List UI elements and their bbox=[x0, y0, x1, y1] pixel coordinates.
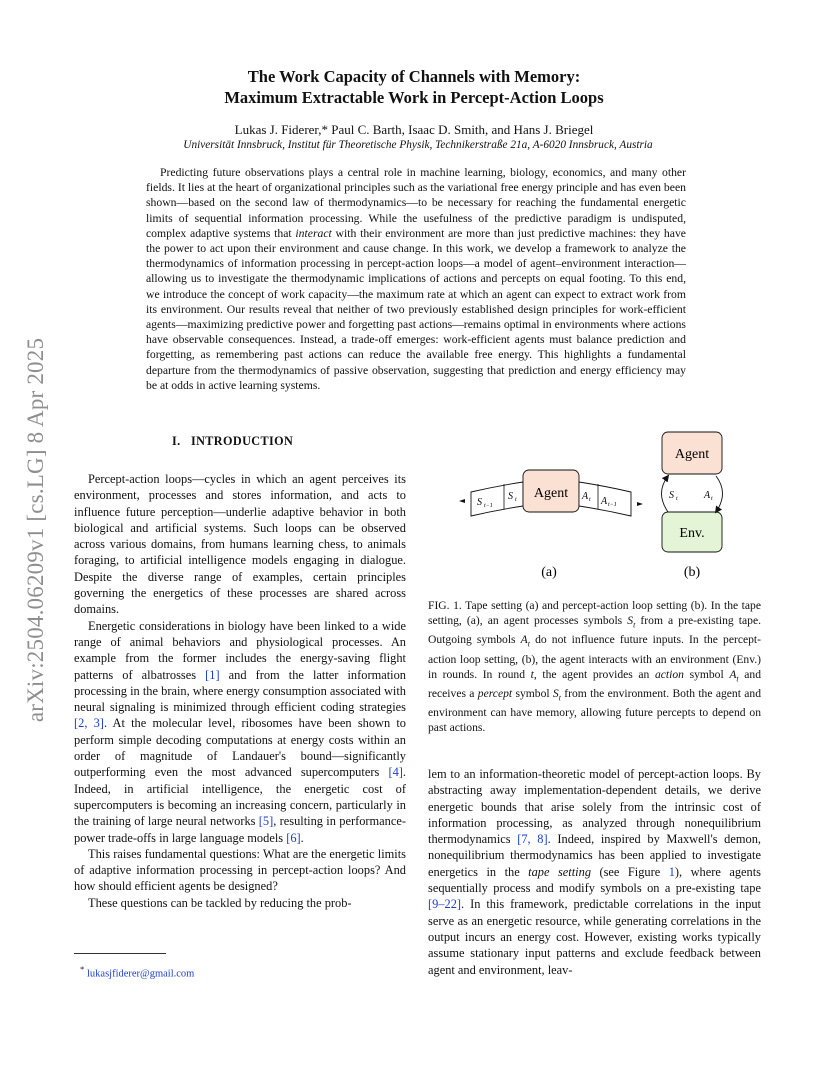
caption-text: from the environment. Both the agent and environment can have memory, allowing future percepts to depend on past actions. bbox=[428, 686, 761, 735]
citation-link[interactable]: [1] bbox=[205, 667, 220, 682]
tape-symbol-s: S bbox=[508, 491, 513, 502]
figure-label-b: (b) bbox=[683, 565, 701, 580]
tape-symbol-s-prev: S bbox=[477, 497, 482, 508]
footnote bbox=[80, 964, 194, 980]
tape-right-arrow bbox=[637, 502, 643, 506]
body-text: . Indeed, in artificial intelligence, the energetic cost of supercomputers is becoming an increasing concern, particularly in the training of large neural networks bbox=[74, 765, 406, 829]
caption-math: $S_t$ bbox=[552, 686, 561, 703]
tape-symbol-a: A bbox=[582, 491, 589, 502]
abstract bbox=[146, 165, 686, 393]
svg-text:t−1: t−1 bbox=[608, 502, 617, 508]
paragraph: This raises fundamental questions: What are the energetic limits of adaptive information processing in percept-action loops? And how should efficient agents be designed? bbox=[74, 846, 406, 894]
svg-text:t: t bbox=[515, 497, 517, 503]
caption-text: do not influence future inputs. In the percept-action loop setting, (b), the agent interacts with an environment (Env.) in rounds. In round bbox=[428, 633, 762, 681]
svg-text:t: t bbox=[711, 496, 713, 502]
caption-math: $A_t$ bbox=[520, 633, 530, 649]
citation-link[interactable]: [6] bbox=[286, 830, 301, 845]
caption-text: and receives a bbox=[428, 667, 762, 700]
caption-text: FIG. 1. Tape setting (a) and percept-action loop setting (b). In the tape setting, (a), an agent processes symbols bbox=[428, 599, 761, 627]
figure-diagram bbox=[455, 426, 755, 586]
body-text: ), where agents sequentially process and modify symbols on a pre-existing tape bbox=[428, 864, 761, 896]
caption-math: $S_t$ bbox=[627, 614, 636, 630]
author-list: Lukas J. Fiderer,* Paul C. Barth, Isaac D. Smith, and Hans J. Briegel bbox=[234, 122, 594, 137]
title-line-1: The Work Capacity of Channels with Memory: bbox=[247, 67, 581, 86]
action-symbol: A bbox=[704, 490, 711, 501]
body-text: . bbox=[300, 830, 304, 845]
caption-math: t bbox=[530, 667, 534, 681]
svg-text:t: t bbox=[589, 497, 591, 503]
body-text: , resulting in performance-power trade-offs in large language models bbox=[74, 814, 406, 845]
citation-link[interactable]: [7, 8] bbox=[517, 832, 548, 847]
footnote-mark: * bbox=[80, 964, 85, 974]
citation-link[interactable]: [4] bbox=[388, 765, 403, 780]
percept-arrow bbox=[662, 476, 669, 512]
svg-text:t−1: t−1 bbox=[484, 503, 493, 509]
body-text: . At the molecular level, ribosomes have been shown to perform simple decoding computations at energy costs within an order of magnitude of Landauer's bound—significantly outperforming even the most advanced supercomputers bbox=[74, 716, 406, 780]
section-heading bbox=[172, 434, 293, 449]
paper-title bbox=[0, 66, 828, 108]
caption-text: symbol bbox=[683, 667, 730, 681]
figure-link[interactable]: 1 bbox=[668, 864, 675, 879]
section-number: I. bbox=[172, 434, 181, 448]
tape-left-arrow bbox=[459, 499, 465, 503]
environment-label: Env. bbox=[679, 526, 705, 541]
section-title: INTRODUCTION bbox=[190, 434, 294, 448]
percept-action-loop-diagram bbox=[662, 432, 723, 580]
right-column bbox=[428, 766, 761, 978]
tape-symbol-a-prev: A bbox=[601, 496, 608, 507]
body-text: Energetic considerations in biology have been linked to a wide range of animal behaviors and physiological processes. An example from the former includes the energy-saving flight patterns of albatrosses bbox=[74, 618, 406, 682]
caption-text: from a pre-existing tape. Outgoing symbols bbox=[428, 614, 761, 647]
figure-1-caption bbox=[428, 598, 761, 735]
abstract-text-2: with their environment are more than just predictive machines: they have the power to act upon their environment and cause change. In this work, we develop a framework to analyze the thermodynamics of information processing in percept-action loops—a model of agent–environment interaction—allowing us to investigate the thermodynamic implications of actions and percepts on equal footing. To this end, we introduce the concept of work capacity—the maximum rate at which an agent can expect to extract work from its environment. Our results reveal that neither of two previously established design principles for work-efficient agents—maximizing predictive power and forgetting past actions—remains optimal in environments where actions have observable consequences. Instead, a trade-off emerges: work-efficient agents must balance prediction and forgetting, as remembering past actions can reduce the available free energy. This highlights a fundamental departure from the thermodynamics of passive observation, suggesting that prediction and energy efficiency may be at odds in active learning systems. bbox=[146, 226, 686, 392]
body-emphasis: tape setting bbox=[528, 864, 592, 879]
body-text: . In this framework, predictable correlations in the input serve as an energetic resource, while generating correlations in the output incurs an energy cost. However, existing works typically assume stationary input patterns and exclude feedback between agent and environment, leav- bbox=[428, 897, 761, 977]
body-text: lem to an information-theoretic model of percept-action loops. By abstracting away implementation-dependent details, we derive energetic bounds that arise solely from the intrinsic cost of information processing, as analyzed through nonequilibrium thermodynamics bbox=[428, 767, 761, 847]
citation-link[interactable]: [5] bbox=[258, 814, 274, 829]
body-text: and from the latter information processing in the brain, where energy consumption associated with neural signaling is minimized through efficient coding strategies bbox=[74, 667, 406, 715]
left-column bbox=[74, 471, 406, 911]
action-arrow bbox=[716, 476, 723, 512]
caption-emphasis: percept bbox=[477, 686, 513, 700]
caption-math: $A_t$ bbox=[729, 667, 739, 683]
arxiv-identifier: arXiv:2504.06209v1 [cs.LG] 8 Apr 2025 bbox=[23, 337, 48, 723]
caption-emphasis: action bbox=[654, 667, 684, 681]
citation-link[interactable]: [9–22] bbox=[428, 897, 462, 912]
agent-label-b: Agent bbox=[674, 447, 710, 462]
arxiv-sidebar-stamp bbox=[22, 295, 50, 765]
agent-label-a: Agent bbox=[533, 486, 569, 501]
abstract-emphasis: interact bbox=[295, 226, 332, 240]
abstract-text-1: Predicting future observations plays a central role in machine learning, biology, economics, and many other fields. It lies at the heart of organizational principles such as the variational free energy principle and has even been shown—based on the second law of thermodynamics—to be necessary for reaching the fundamental energetic limits of sequential information processing. While the usefulness of the predictive paradigm is undisputed, complex adaptive systems that bbox=[146, 166, 686, 240]
figure-1 bbox=[455, 426, 755, 586]
tape-setting-diagram bbox=[459, 470, 643, 580]
citation-link[interactable]: [2, 3] bbox=[74, 716, 104, 731]
paragraph: These questions can be tackled by reducing the prob- bbox=[88, 895, 352, 910]
caption-text: , the agent provides an bbox=[533, 667, 655, 681]
body-text: (see Figure bbox=[591, 864, 669, 879]
title-line-2: Maximum Extractable Work in Percept-Action Loops bbox=[224, 88, 604, 107]
caption-text: symbol bbox=[512, 686, 553, 700]
paragraph bbox=[428, 766, 761, 978]
paragraph: Percept-action loops—cycles in which an agent perceives its environment, processes and stores information, and acts to influence future perception—underlie adaptive behavior in both biological and artificial systems. Such loops can be observed across various domains, from humans learning chess, to animals foraging, to artificial intelligence models engaging in dialogue. Despite the diverse range of examples, certain principles governing the energetics of these processes are shared across domains. bbox=[74, 472, 406, 617]
footnote-divider bbox=[74, 953, 166, 954]
body-text: . Indeed, inspired by Maxwell's demon, nonequilibrium thermodynamics has been applied to investigate energetics in the bbox=[428, 832, 761, 879]
affiliation: Universität Innsbruck, Institut für Theoretische Physik, Technikerstraße 21a, A-6020 Innsbruck, Austria bbox=[183, 139, 653, 151]
figure-label-a: (a) bbox=[541, 565, 557, 580]
percept-symbol: S bbox=[669, 490, 674, 501]
author-email-link[interactable]: lukasjfiderer@gmail.com bbox=[87, 968, 195, 980]
svg-text:t: t bbox=[676, 496, 678, 502]
paragraph bbox=[74, 618, 406, 846]
